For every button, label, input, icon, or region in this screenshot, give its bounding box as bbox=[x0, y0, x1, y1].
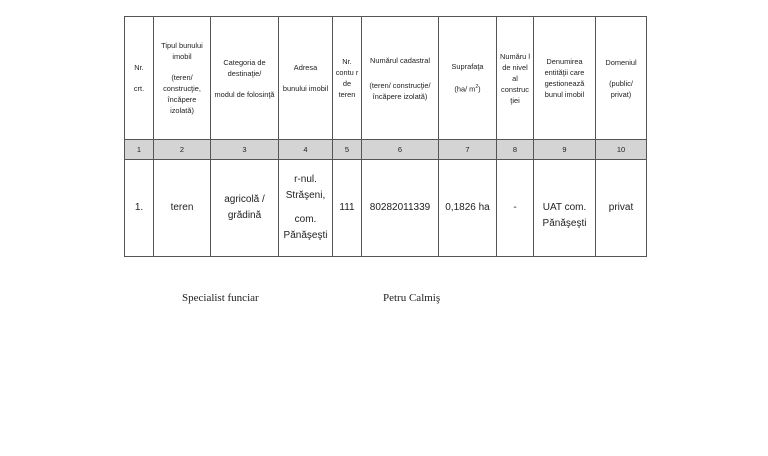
cell-tip: teren bbox=[154, 160, 211, 257]
table-row bbox=[125, 160, 647, 257]
cell-suprafata: 0,1826 ha bbox=[439, 160, 497, 257]
column-number: 4 bbox=[279, 140, 333, 160]
cell-nr: 1. bbox=[125, 160, 154, 257]
header-tip: Tipul bunului imobil (teren/ construcţie, încăpere izolată) bbox=[154, 17, 211, 140]
cell-domeniu: privat bbox=[596, 160, 647, 257]
cell-contur: 111 bbox=[333, 160, 362, 257]
column-number: 2 bbox=[154, 140, 211, 160]
column-number: 8 bbox=[497, 140, 534, 160]
header-nivel: Număru l de nivel al construc ţiei bbox=[497, 17, 534, 140]
column-number: 9 bbox=[534, 140, 596, 160]
cell-adresa: r-nul. Străşeni, com. Pănăşeşti bbox=[279, 160, 333, 257]
header-cadastral: Numărul cadastral (teren/ construcţie/ încăpere izolată) bbox=[362, 17, 439, 140]
header-domeniu: Domeniul (public/ privat) bbox=[596, 17, 647, 140]
header-adresa: Adresa bunului imobil bbox=[279, 17, 333, 140]
signature-role: Specialist funciar bbox=[182, 292, 259, 304]
signature-name: Petru Calmiş bbox=[383, 292, 441, 304]
column-number: 3 bbox=[211, 140, 279, 160]
column-number: 10 bbox=[596, 140, 647, 160]
cell-cadastral: 80282011339 bbox=[362, 160, 439, 257]
column-number: 5 bbox=[333, 140, 362, 160]
cell-entitate: UAT com. Pănăşeşti bbox=[534, 160, 596, 257]
column-number: 7 bbox=[439, 140, 497, 160]
property-register-table bbox=[124, 16, 647, 257]
header-contur: Nr. contu r de teren bbox=[333, 17, 362, 140]
column-number: 1 bbox=[125, 140, 154, 160]
header-nr: Nr. crt. bbox=[125, 17, 154, 140]
column-number-row bbox=[125, 140, 647, 160]
cell-nivel: - bbox=[497, 160, 534, 257]
header-row bbox=[125, 17, 647, 140]
header-entitate: Denumirea entităţii care gestionează bunul imobil bbox=[534, 17, 596, 140]
column-number: 6 bbox=[362, 140, 439, 160]
header-suprafata: Suprafaţa (ha/ $m^2$) bbox=[439, 17, 497, 140]
cell-categorie: agricolă / grădină bbox=[211, 160, 279, 257]
header-categorie: Categoria de destinaţie/ modul de folosinţă bbox=[211, 17, 279, 140]
